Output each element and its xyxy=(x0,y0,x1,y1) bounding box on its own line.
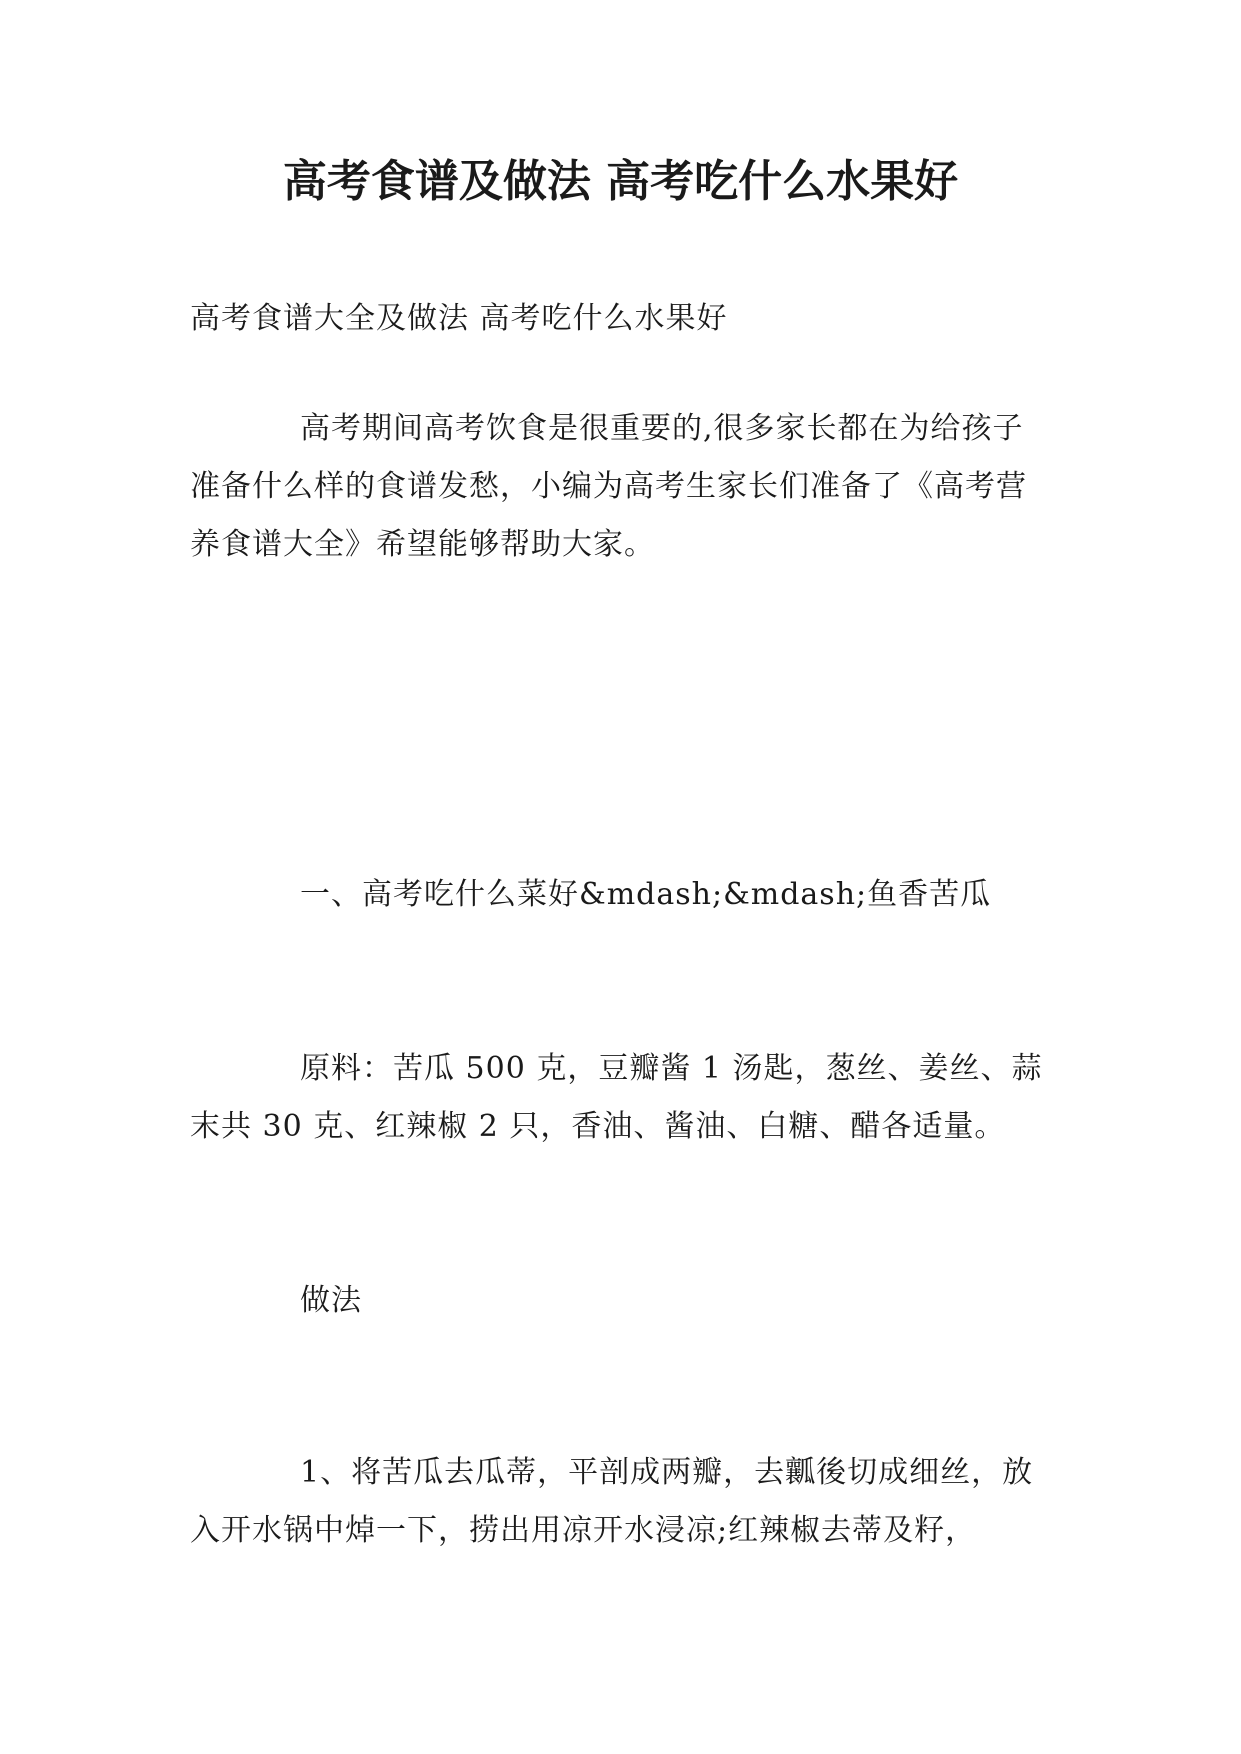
ingredients-paragraph: 原料：苦瓜 500 克，豆瓣酱 1 汤匙，葱丝、姜丝、蒜末共 30 克、红辣椒 2 只，香油、酱油、白糖、醋各适量。 xyxy=(190,1051,1043,1144)
step-paragraph: 1、将苦瓜去瓜蒂，平剖成两瓣，去瓤後切成细丝，放入开水锅中焯一下，捞出用凉开水浸凉;红辣椒去蒂及籽， xyxy=(190,1455,1034,1548)
intro-paragraph: 高考期间高考饮食是很重要的,很多家长都在为给孩子准备什么样的食谱发愁，小编为高考生家长们准备了《高考营养食谱大全》希望能够帮助大家。 xyxy=(190,411,1027,562)
section-heading: 一、高考吃什么菜好&mdash;&mdash;鱼香苦瓜 xyxy=(300,877,992,912)
page-title: 高考食谱及做法 高考吃什么水果好 xyxy=(282,156,959,207)
method-heading: 做法 xyxy=(300,1283,362,1318)
document-subtitle: 高考食谱大全及做法 高考吃什么水果好 xyxy=(190,301,728,336)
